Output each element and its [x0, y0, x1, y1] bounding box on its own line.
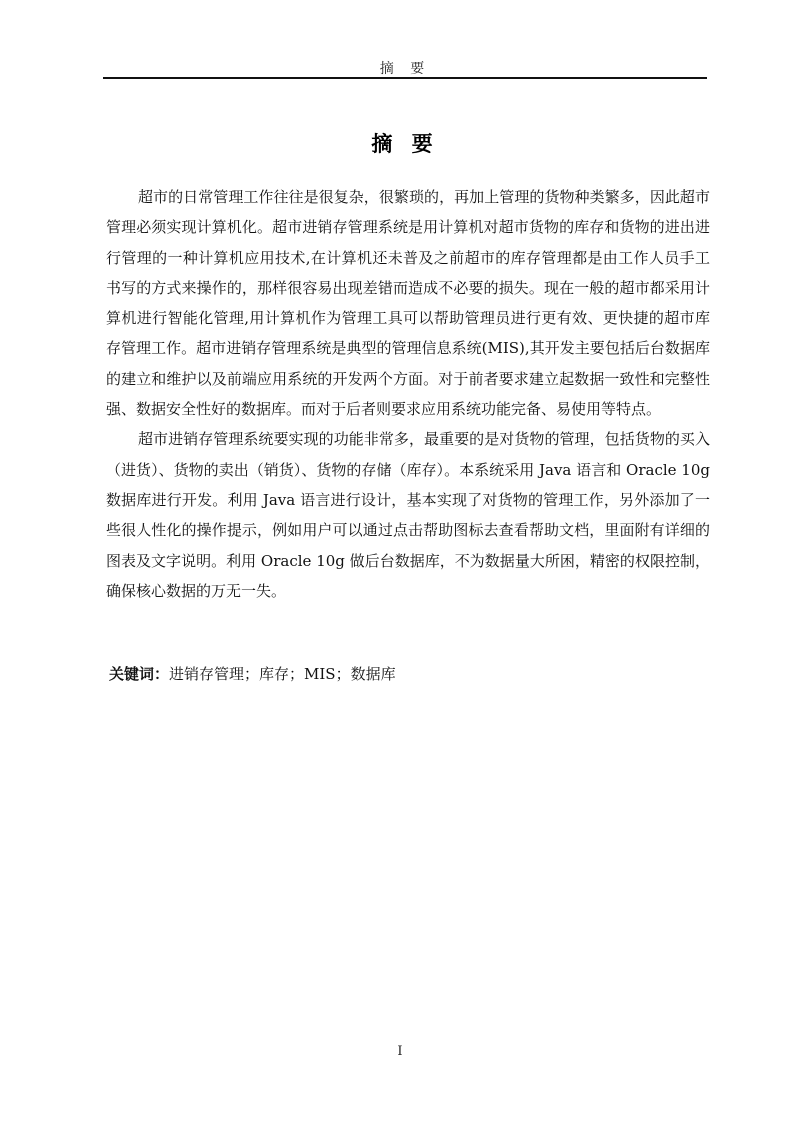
- abstract-body: [106, 182, 710, 606]
- abstract-paragraph-1: 超市的日常管理工作往往是很复杂，很繁琐的，再加上管理的货物种类繁多，因此超市管理必须实现计算机化。超市进销存管理系统是用计算机对超市货物的库存和货物的进出进行管理的一种计算机应用技术,在计算机还未普及之前超市的库存管理都是由工作人员手工书写的方式来操作的，那样很容易出现差错而造成不必要的损失。现在一般的超市都采用计算机进行智能化管理,用计算机作为管理工具可以帮助管理员进行更有效、更快捷的超市库存管理工作。超市进销存管理系统是典型的管理信息系统(MIS),其开发主要包括后台数据库的建立和维护以及前端应用系统的开发两个方面。对于前者要求建立起数据一致性和完整性强、数据安全性好的数据库。而对于后者则要求应用系统功能完备、易使用等特点。: [106, 188, 710, 419]
- abstract-paragraph-2: 超市进销存管理系统要实现的功能非常多，最重要的是对货物的管理，包括货物的买入（进货）、货物的卖出（销货）、货物的存储（库存）。本系统采用 Java 语言和 Oracle 10g 数据库进行开发。利用 Java 语言进行设计，基本实现了对货物的管理工作，另外添加了一些很人性化的操作提示，例如用户可以通过点击帮助图标去查看帮助文档，里面附有详细的图表及文字说明。利用 Oracle 10g 做后台数据库，不为数据量大所困，精密的权限控制，确保核心数据的万无一失。: [106, 430, 710, 600]
- keywords-value: 进销存管理；库存；MIS；数据库: [169, 665, 396, 683]
- keywords-line: [109, 659, 709, 689]
- abstract-title: 摘 要: [371, 132, 439, 156]
- running-header: 摘 要: [379, 61, 431, 77]
- keywords-label: 关键词：: [109, 665, 170, 683]
- header-rule: [103, 77, 707, 79]
- page-number: I: [397, 1044, 403, 1059]
